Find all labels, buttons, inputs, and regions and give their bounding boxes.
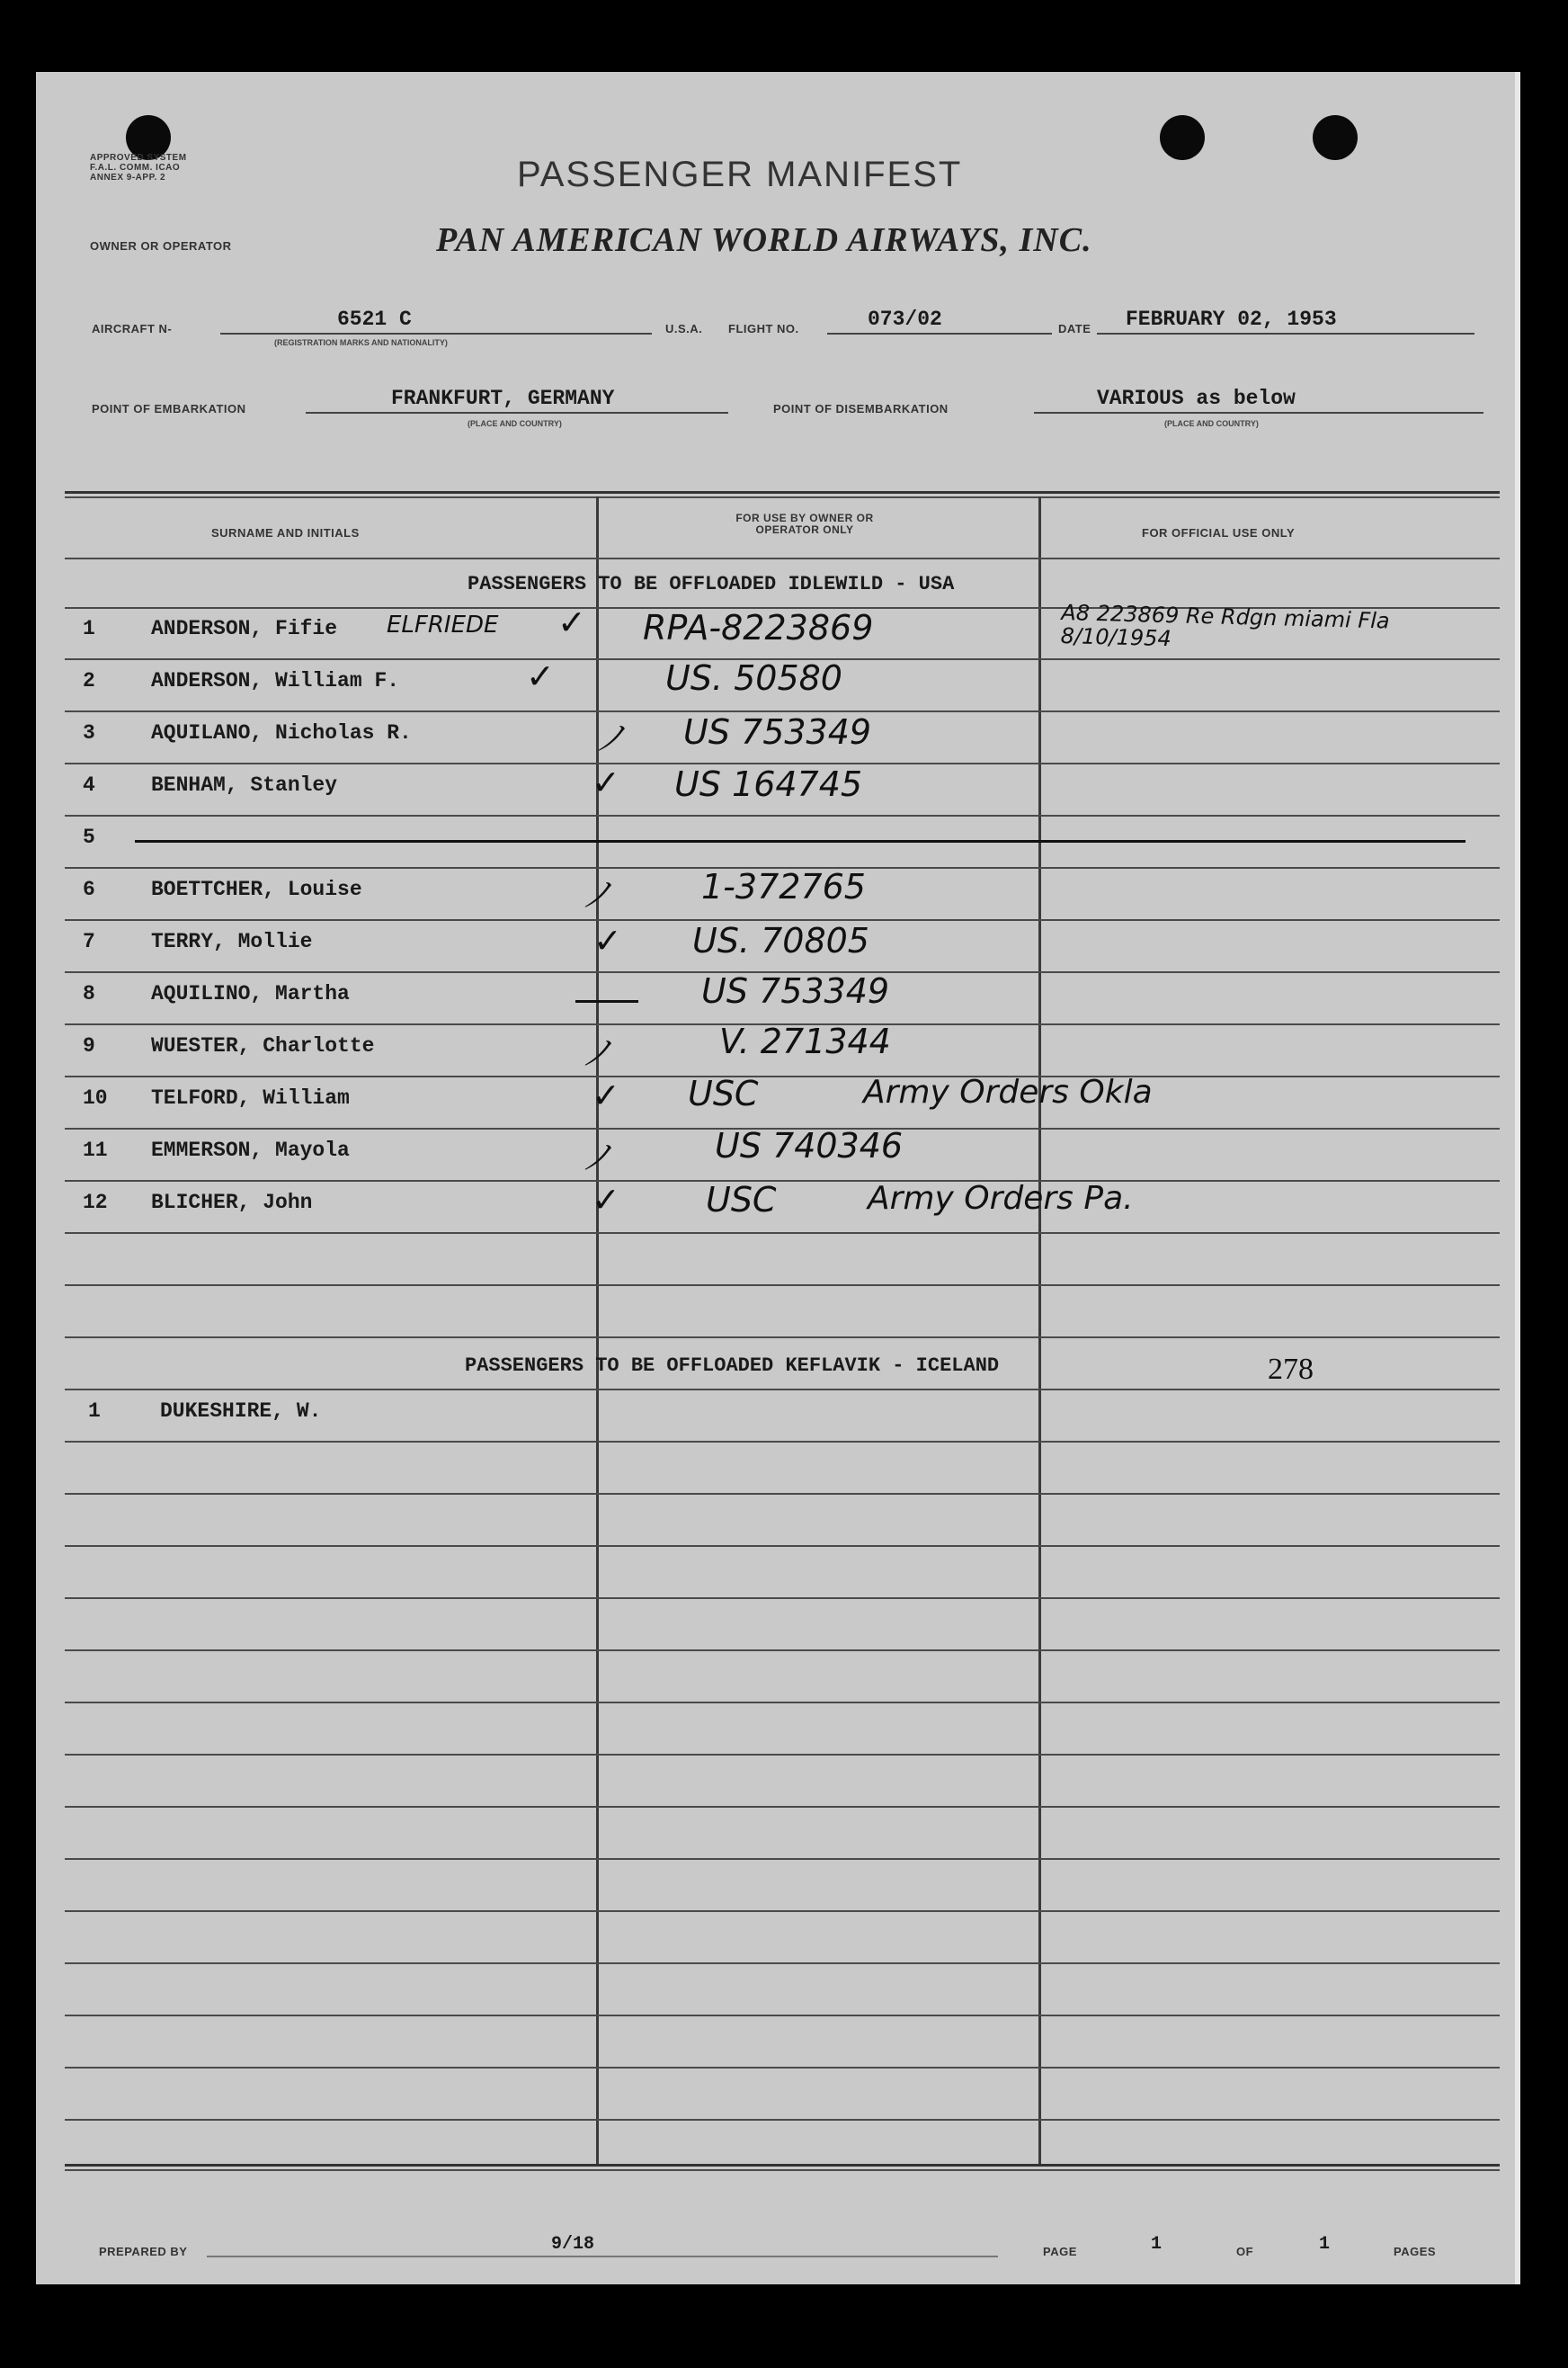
- passenger-name: ANDERSON, Fifie: [151, 617, 338, 640]
- pages-label: PAGES: [1394, 2245, 1437, 2258]
- prepared-label: PREPARED BY: [99, 2245, 188, 2258]
- aircraft-value: 6521 C: [337, 308, 412, 331]
- passenger-name: DUKESHIRE, W.: [160, 1399, 322, 1423]
- check-mark: ノ: [580, 875, 615, 915]
- owner-entry: US. 70805: [692, 921, 869, 961]
- aircraft-label: AIRCRAFT N-: [92, 322, 173, 335]
- flight-value: 073/02: [868, 308, 942, 331]
- section-heading-idlewild: PASSENGERS TO BE OFFLOADED IDLEWILD - USA: [468, 573, 955, 595]
- manifest-sheet: APPROVED SYSTEM F.A.L. COMM. ICAO ANNEX 9-APP. 2 PASSENGER MANIFEST OWNER OR OPERATOR PAN AMERICAN WORLD AIRWAYS, INC. AIRCRAFT N- 6521 C (REGISTRATION MARKS AND NATIONALITY) U.S.A. FLIGHT NO. 073/02 DATE FEBRUARY 02, 1953 POINT OF EMBARKATION FRANKFURT, GERMANY (PLACE AND COUNTRY) POINT OF DISEMBARKATION VARIOUS as below (PLACE AND COUNTRY) SURNAME AND INITIALS FOR USE BY OWNER OR OPERATOR ONLY FOR OFFICIAL USE ONLY PASSENGERS TO BE OFFLOADED IDLEWILD - USA 1 ANDERSON, Fifie ELFRIEDE ✓ RPA-8223869 A8 223869 Re Rdgn miami Fla 8/10/1954 2 ANDERSON, William F. ✓ US. 50580 3 AQUILANO, Nicholas R. ノ US 753349 4 BENHAM, Stanley ✓ US 164745 5 6 BOETTCHER, Louise ノ 1-372765 7 TERRY, Mollie ✓ US. 70805 8 AQUILINO, Martha US 753349 9 WUESTER, Charlotte ノ V. 271344 10 TELFORD, William ✓ USC Army Orders Okla 11 EMMERSON, Mayola ノ US 740346 12 BLICHER, John ✓ USC Army Orders Pa. PASSENGERS TO BE OFFLOADED KEFLAVIK - ICELAND 278 1 DUKESHIRE, W. PREPARED BY 9/18 PAGE 1 OF 1 PAGES: [36, 72, 1520, 2284]
- check-mark: ✓: [592, 763, 620, 802]
- handwritten-name: ELFRIEDE: [387, 612, 499, 639]
- prepared-value: 9/18: [551, 2234, 595, 2255]
- check-mark: ✓: [593, 921, 622, 961]
- official-entry: Army Orders Okla: [863, 1074, 1153, 1111]
- punch-hole: [1160, 115, 1205, 160]
- passenger-name: BLICHER, John: [151, 1191, 313, 1214]
- aircraft-sub: (REGISTRATION MARKS AND NATIONALITY): [274, 338, 448, 347]
- owner-entry: US 753349: [683, 712, 872, 752]
- punch-hole: [1313, 115, 1358, 160]
- passenger-count: 278: [1268, 1353, 1314, 1386]
- owner-entry: US 164745: [674, 764, 863, 804]
- owner-entry: US. 50580: [665, 658, 842, 698]
- owner-entry: USC: [706, 1180, 777, 1220]
- passenger-name: BOETTCHER, Louise: [151, 878, 362, 901]
- column-header-official: FOR OFFICIAL USE ONLY: [1142, 526, 1296, 540]
- form-title: PASSENGER MANIFEST: [517, 155, 963, 194]
- date-value: FEBRUARY 02, 1953: [1126, 308, 1337, 331]
- owner-entry: V. 271344: [719, 1022, 891, 1061]
- passenger-name: AQUILINO, Martha: [151, 982, 350, 1005]
- check-mark: ✓: [526, 657, 555, 696]
- check-mark: ✓: [592, 1180, 620, 1220]
- disembark-sub: (PLACE AND COUNTRY): [1164, 419, 1259, 428]
- passenger-name: TELFORD, William: [151, 1086, 350, 1110]
- date-label: DATE: [1058, 322, 1091, 335]
- owner-label: OWNER OR OPERATOR: [90, 239, 232, 253]
- disembark-value: VARIOUS as below: [1097, 387, 1296, 410]
- owner-entry: US 753349: [701, 971, 890, 1011]
- approval-note: APPROVED SYSTEM F.A.L. COMM. ICAO ANNEX 9-APP. 2: [90, 153, 187, 183]
- check-mark: ノ: [593, 719, 628, 758]
- page-label: PAGE: [1043, 2245, 1077, 2258]
- strike-line: [135, 840, 1466, 843]
- owner-entry: 1-372765: [701, 867, 866, 907]
- passenger-name: EMMERSON, Mayola: [151, 1139, 350, 1162]
- check-mark: ✓: [557, 603, 586, 642]
- passenger-name: TERRY, Mollie: [151, 930, 313, 953]
- passenger-name: ANDERSON, William F.: [151, 669, 400, 693]
- nationality: U.S.A.: [665, 322, 703, 335]
- embark-value: FRANKFURT, GERMANY: [391, 387, 615, 410]
- of-value: 1: [1319, 2234, 1331, 2255]
- official-entry: Army Orders Pa.: [868, 1180, 1134, 1217]
- embark-sub: (PLACE AND COUNTRY): [468, 419, 562, 428]
- owner-entry: US 740346: [715, 1126, 904, 1166]
- passenger-name: WUESTER, Charlotte: [151, 1034, 375, 1058]
- check-mark: ノ: [580, 1033, 615, 1073]
- official-entry: A8 223869 Re Rdgn miami Fla 8/10/1954: [1060, 599, 1390, 652]
- owner-value: PAN AMERICAN WORLD AIRWAYS, INC.: [436, 221, 1092, 259]
- passenger-name: BENHAM, Stanley: [151, 773, 338, 797]
- section-heading-keflavik: PASSENGERS TO BE OFFLOADED KEFLAVIK - ICELAND: [465, 1354, 1000, 1377]
- of-label: OF: [1236, 2245, 1254, 2258]
- page-value: 1: [1151, 2234, 1163, 2255]
- embark-label: POINT OF EMBARKATION: [92, 402, 246, 416]
- dash-mark: [575, 1000, 638, 1003]
- check-mark: ノ: [580, 1138, 615, 1177]
- column-header-name: SURNAME AND INITIALS: [211, 526, 360, 540]
- column-header-owner: FOR USE BY OWNER OR OPERATOR ONLY: [735, 512, 874, 536]
- disembark-label: POINT OF DISEMBARKATION: [773, 402, 949, 416]
- check-mark: ✓: [592, 1076, 620, 1115]
- owner-entry: RPA-8223869: [643, 608, 874, 648]
- owner-entry: USC: [688, 1074, 759, 1113]
- passenger-name: AQUILANO, Nicholas R.: [151, 721, 412, 745]
- flight-label: FLIGHT NO.: [728, 322, 799, 335]
